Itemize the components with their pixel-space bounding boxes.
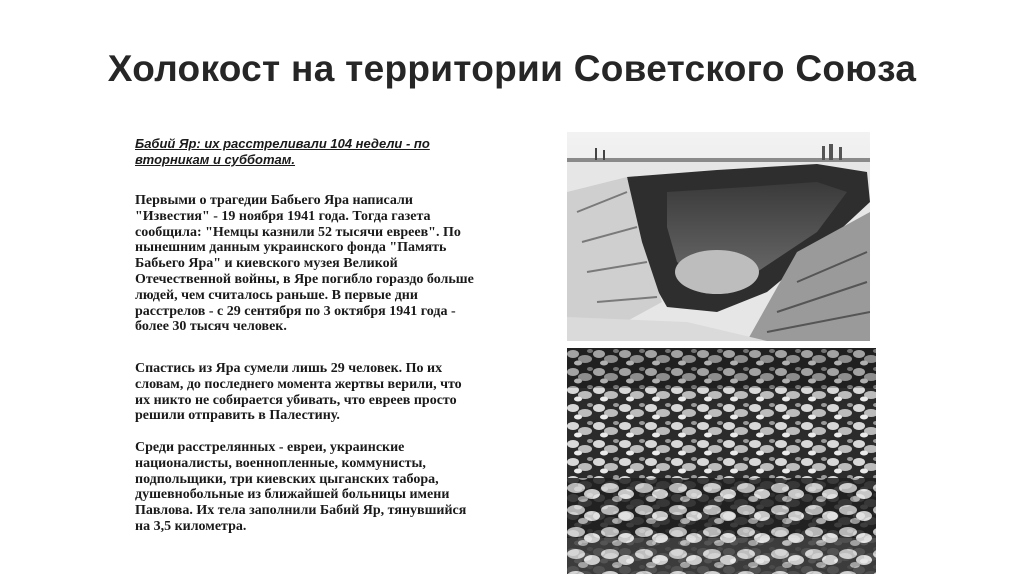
ravine-photo	[567, 132, 870, 341]
body-paragraph-3: Среди расстрелянных - евреи, украинские националисты, военнопленные, коммунисты, подпольщики, три киевских цыганских табора, душевнобольные из ближайшей больницы имени Павлова. Их тела заполнили Бабий Яр, тянувшийся на 3,5 километра.	[135, 440, 467, 534]
victims-photo-image	[567, 348, 876, 574]
slide-subtitle: Бабий Яр: их расстреливали 104 недели - по вторникам и субботам.	[135, 136, 430, 167]
body-paragraph-2: Спастись из Яра сумели лишь 29 человек. По их словам, до последнего момента жертвы верили, что их никто не собирается убивать, что евреев просто решили отправить в Палестину.	[135, 361, 462, 424]
body-paragraph-1: Первыми о трагедии Бабьего Яра написали "Известия" - 19 ноября 1941 года. Тогда газета сообщила: "Немцы казнили 52 тысячи евреев". По нынешним данным украинского фонда "Память Бабьего Яра" и киевского музея Великой Отечественной войны, в Яре погибло гораздо больше людей, чем считалось раньше. В первые дни расстрелов - с 29 сентября по 3 октября 1941 года - более 30 тысяч человек.	[135, 193, 474, 335]
ravine-photo-image	[567, 132, 870, 341]
victims-photo	[567, 348, 876, 574]
slide-title: Холокост на территории Советского Союза	[107, 48, 917, 89]
